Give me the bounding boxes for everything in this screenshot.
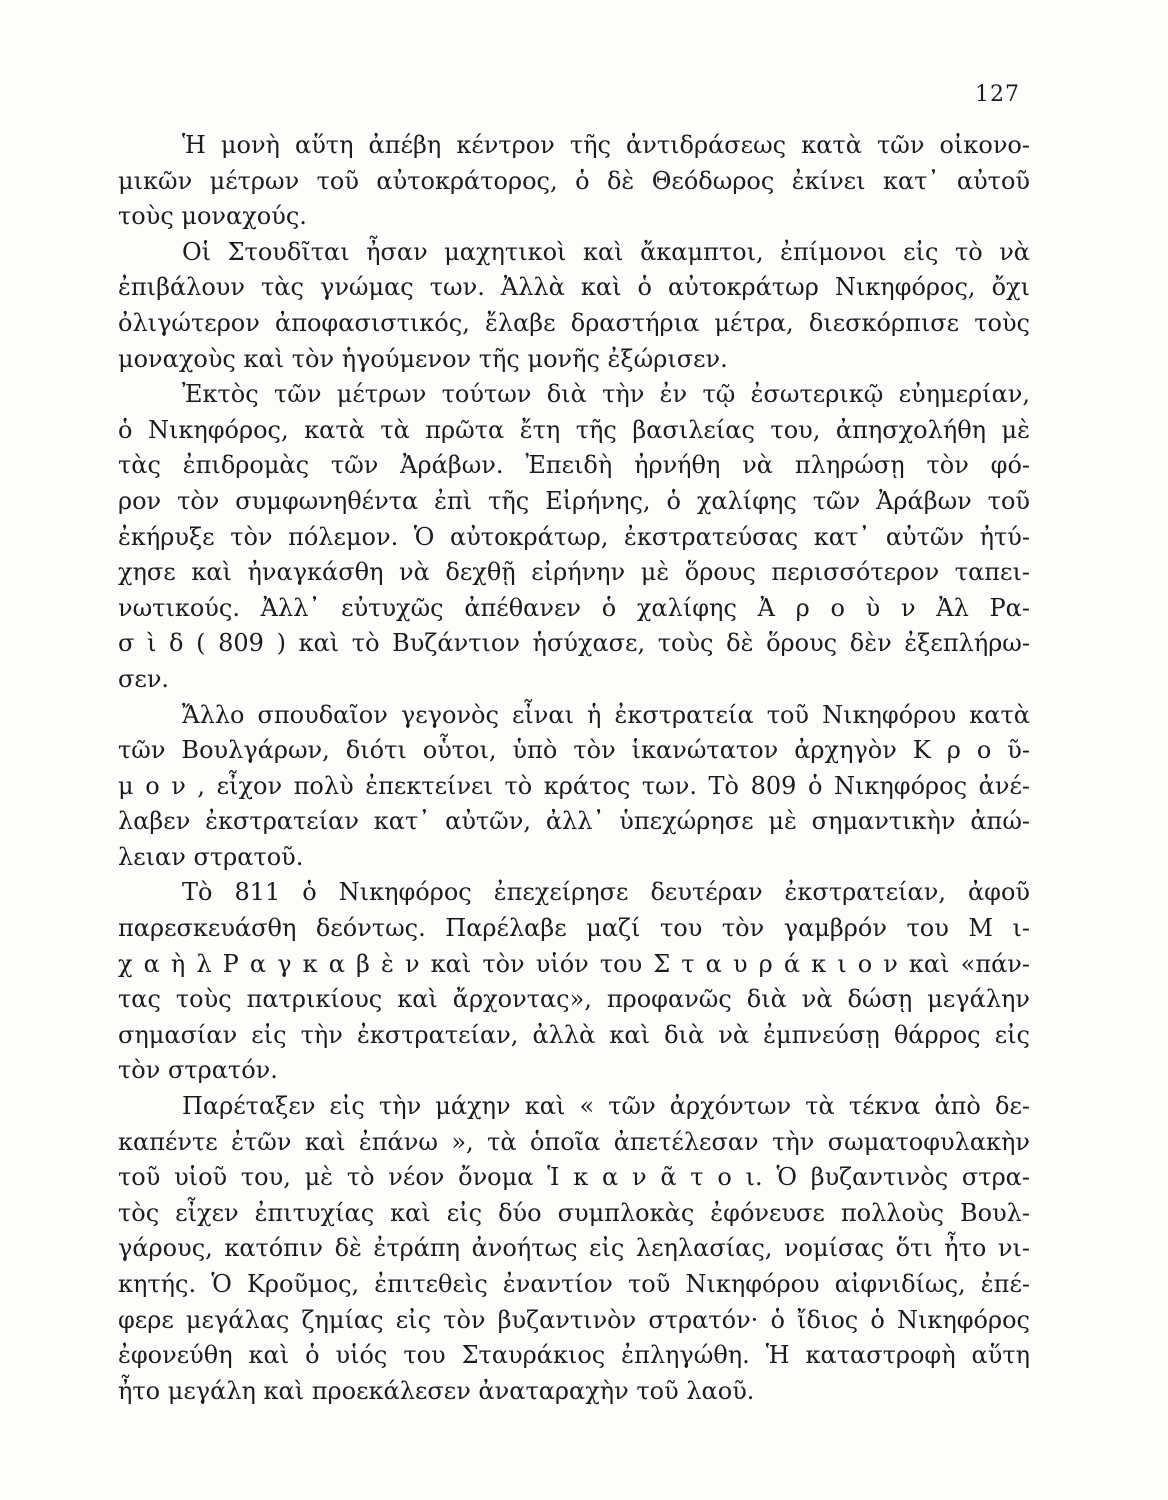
text-line: χ α ὴ λ Ρ α γ κ α β ὲ ν καὶ τὸν υἱόν του Σ τ α υ ρ ά κ ι ο ν καὶ «πάν- (118, 949, 1030, 978)
text-line: σ ὶ δ ( 809 ) καὶ τὸ Βυζάντιον ἡσύχασε, τοὺς δὲ ὅρους δὲν ἐξεπλήρω- (118, 629, 1030, 658)
text-line: τοὺς μοναχούς. (118, 202, 307, 231)
text-line: ἦτο μεγάλη καὶ προεκάλεσεν ἀναταραχὴν τοῦ λαοῦ. (118, 1376, 755, 1405)
text-line: ὀλιγώτερον ἀποφασιστικός, ἔλαβε δραστήρια μέτρα, διεσκόρπισε τοὺς (118, 308, 1030, 337)
text-line: ρον τὸν συμφωνηθέντα ἐπὶ τῆς Εἰρήνης, ὁ χαλίφης τῶν Ἀράβων τοῦ (118, 486, 1030, 515)
text-line: τὸς εἶχεν ἐπιτυχίας καὶ εἰς δύο συμπλοκὰς ἐφόνευσε πολλοὺς Βουλ- (118, 1198, 1030, 1227)
text-line: σεν. (118, 664, 170, 693)
text-line: γάρους, κατόπιν δὲ ἐτράπη ἀνοήτως εἰς λεηλασίας, νομίσας ὅτι ἦτο νι- (118, 1234, 1030, 1263)
text-line: Ἐκτὸς τῶν μέτρων τούτων διὰ τὴν ἐν τῷ ἐσωτερικῷ εὐημερίαν, (182, 380, 1030, 409)
page-body (118, 128, 1030, 1409)
text-line: Παρέταξεν εἰς τὴν μάχην καὶ « τῶν ἀρχόντων τὰ τέκνα ἀπὸ δε- (182, 1092, 1030, 1121)
text-line: παρεσκευάσθη δεόντως. Παρέλαβε μαζί του τὸν γαμβρόν του Μ ι- (118, 914, 1030, 943)
text-line: μ ο ν , εἶχον πολὺ ἐπεκτείνει τὸ κράτος των. Τὸ 809 ὁ Νικηφόρος ἀνέ- (118, 771, 1030, 800)
text-line: λαβεν ἐκστρατείαν κατ᾽ αὐτῶν, ἀλλ᾽ ὑπεχώρησε μὲ σημαντικὴν ἀπώ- (118, 807, 1030, 836)
text-line: ἐπιβάλουν τὰς γνώμας των. Ἀλλὰ καὶ ὁ αὐτοκράτωρ Νικηφόρος, ὄχι (118, 273, 1030, 302)
text-line: φερε μεγάλας ζημίας εἰς τὸν βυζαντινὸν στρατόν· ὁ ἴδιος ὁ Νικηφόρος (118, 1305, 1030, 1334)
text-line: ὁ Νικηφόρος, κατὰ τὰ πρῶτα ἔτη τῆς βασιλείας του, ἀπησχολήθη μὲ (118, 415, 1030, 444)
text-line: Τὸ 811 ὁ Νικηφόρος ἐπεχείρησε δευτέραν ἐκστρατείαν, ἀφοῦ (182, 878, 1030, 907)
text-line: μοναχοὺς καὶ τὸν ἡγούμενον τῆς μονῆς ἐξώρισεν. (118, 344, 728, 373)
text-line: σημασίαν εἰς τὴν ἐκστρατείαν, ἀλλὰ καὶ διὰ νὰ ἐμπνεύσῃ θάρρος εἰς (118, 1020, 1030, 1049)
text-line: μικῶν μέτρων τοῦ αὐτοκράτορος, ὁ δὲ Θεόδωρος ἐκίνει κατ᾽ αὐτοῦ (118, 166, 1030, 195)
text-line: τοῦ υἱοῦ του, μὲ τὸ νέον ὄνομα Ἱ κ α ν ᾶ τ ο ι. Ὁ βυζαντινὸς στρα- (118, 1163, 1030, 1192)
text-line: ἐφονεύθη καὶ ὁ υἱός του Σταυράκιος ἐπληγώθη. Ἡ καταστροφὴ αὕτη (118, 1341, 1030, 1370)
text-line: τας τοὺς πατρικίους καὶ ἄρχοντας», προφανῶς διὰ νὰ δώσῃ μεγάλην (118, 985, 1030, 1014)
text-line: Ἡ μονὴ αὕτη ἀπέβη κέντρον τῆς ἀντιδράσεως κατὰ τῶν οἰκονο- (182, 131, 1030, 159)
text-line: ἐκήρυξε τὸν πόλεμον. Ὁ αὐτοκράτωρ, ἐκστρατεύσας κατ᾽ αὐτῶν ἠτύ- (118, 522, 1030, 551)
text-line: τῶν Βουλγάρων, διότι οὗτοι, ὑπὸ τὸν ἱκανώτατον ἀρχηγὸν Κ ρ ο ῦ- (118, 736, 1030, 765)
text-line: Οἱ Στουδῖται ἦσαν μαχητικοὶ καὶ ἄκαμπτοι, ἐπίμονοι εἰς τὸ νὰ (182, 237, 1030, 266)
text-line: τὰς ἐπιδρομὰς τῶν Ἀράβων. Ἐπειδὴ ἠρνήθη νὰ πληρώσῃ τὸν φό- (118, 451, 1030, 480)
text-line: λειαν στρατοῦ. (118, 842, 304, 871)
text-line: τὸν στρατόν. (118, 1056, 278, 1085)
text-line: καπέντε ἐτῶν καὶ ἐπάνω », τὰ ὁποῖα ἀπετέλεσαν τὴν σωματοφυλακὴν (118, 1127, 1030, 1156)
text-line: χησε καὶ ἠναγκάσθη νὰ δεχθῇ εἰρήνην μὲ ὅρους περισσότερον ταπει- (118, 558, 1030, 587)
text-line: κητής. Ὁ Κροῦμος, ἐπιτεθεὶς ἐναντίον τοῦ Νικηφόρου αἰφνιδίως, ἐπέ- (118, 1270, 1030, 1298)
page-number: 127 (975, 82, 1020, 107)
text-line: νωτικούς. Ἀλλ᾽ εὐτυχῶς ἀπέθανεν ὁ χαλίφης Ἀ ρ ο ὺ ν Ἀλ Ρα- (118, 593, 1030, 622)
text-line: Ἄλλο σπουδαῖον γεγονὸς εἶναι ἡ ἐκστρατεία τοῦ Νικηφόρου κατὰ (182, 700, 1030, 729)
